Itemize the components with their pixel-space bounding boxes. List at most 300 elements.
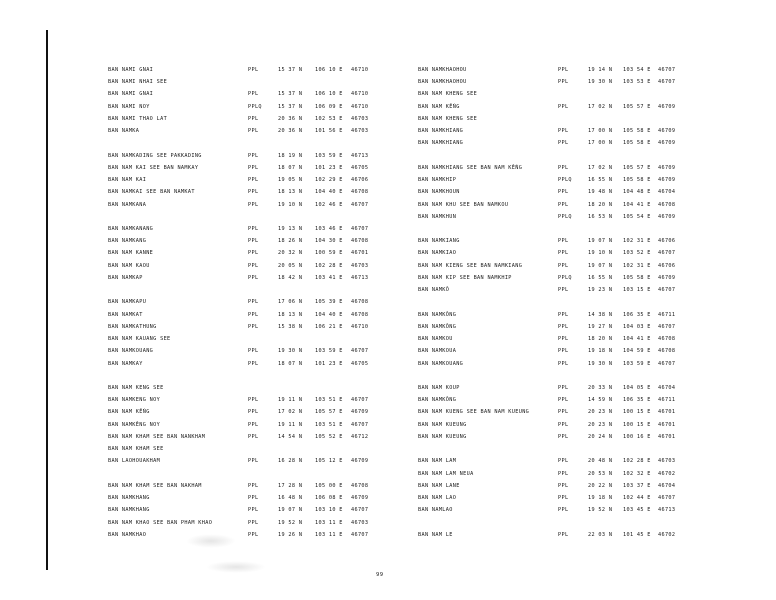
entry-name: BAN NAM KENG SEE <box>108 384 164 391</box>
entry-map-code: 46708 <box>351 189 369 196</box>
entry-longitude: 101 56 E <box>315 128 343 135</box>
entry-feature-type: PPL <box>558 238 569 245</box>
entry-latitude: 17 02 N <box>588 103 613 110</box>
entry-latitude: 18 07 N <box>278 360 303 367</box>
entry-latitude: 17 02 N <box>278 409 303 416</box>
entry-longitude: 103 59 E <box>315 152 343 159</box>
entry-map-code: 46708 <box>351 299 369 306</box>
entry-longitude: 103 41 E <box>315 274 343 281</box>
entry-longitude: 105 39 E <box>315 299 343 306</box>
entry-map-code: 46709 <box>658 128 676 135</box>
entry-map-code: 46708 <box>658 348 676 355</box>
entry-latitude: 22 03 N <box>588 531 613 538</box>
entry-map-code: 46710 <box>351 67 369 73</box>
entry-name: BAN NAM KUENG SEE BAN NAM KUEUNG <box>418 409 530 416</box>
entry-latitude: 16 28 N <box>278 458 303 465</box>
entry-map-code: 46707 <box>351 348 369 355</box>
entry-name: BAN NAMKHANG <box>108 495 150 502</box>
entry-longitude: 105 58 E <box>623 177 651 184</box>
entry-longitude: 103 46 E <box>315 225 343 232</box>
entry-name: BAN NAMKHOUN <box>418 189 460 196</box>
entry-longitude: 105 54 E <box>623 213 651 220</box>
entry-name: BAN NAMKHIANG <box>418 128 464 135</box>
entry-feature-type: PPL <box>558 287 569 294</box>
entry-map-code: 46710 <box>351 91 369 98</box>
entry-feature-type: PPL <box>558 348 569 355</box>
entry-longitude: 106 10 E <box>315 67 343 73</box>
entry-feature-type: PPL <box>558 409 569 416</box>
entry-longitude: 101 23 E <box>315 360 343 367</box>
entry-longitude: 104 30 E <box>315 238 343 245</box>
entry-longitude: 104 05 E <box>623 384 651 391</box>
entry-latitude: 15 37 N <box>278 103 303 110</box>
entry-map-code: 46713 <box>658 507 676 514</box>
entry-name: BAN NAMKANA <box>108 201 147 208</box>
entry-longitude: 102 31 E <box>623 238 651 245</box>
entry-name: BAN NAM LAO <box>418 495 457 502</box>
entry-longitude: 106 09 E <box>315 103 343 110</box>
entry-latitude: 20 36 N <box>278 115 303 122</box>
entry-longitude: 105 52 E <box>315 433 343 440</box>
entry-name: BAN NAMKHANG <box>108 507 150 514</box>
entry-latitude: 15 37 N <box>278 67 303 73</box>
entry-name: BAN NAMLAO <box>418 507 453 514</box>
entry-map-code: 46706 <box>351 177 369 184</box>
entry-latitude: 19 30 N <box>278 348 303 355</box>
entry-longitude: 105 12 E <box>315 458 343 465</box>
entry-longitude: 105 57 E <box>623 103 651 110</box>
entry-map-code: 46703 <box>351 128 369 135</box>
entry-longitude: 103 59 E <box>623 360 651 367</box>
entry-feature-type: PPL <box>558 140 569 147</box>
entry-longitude: 103 15 E <box>623 287 651 294</box>
entry-map-code: 46709 <box>658 164 676 171</box>
entry-latitude: 20 23 N <box>588 409 613 416</box>
entry-map-code: 46708 <box>351 311 369 318</box>
entry-map-code: 46709 <box>351 458 369 465</box>
entry-feature-type: PPL <box>558 336 569 343</box>
entry-map-code: 46709 <box>658 103 676 110</box>
entry-latitude: 19 10 N <box>278 201 303 208</box>
entry-map-code: 46711 <box>658 397 676 404</box>
entry-longitude: 100 16 E <box>623 433 651 440</box>
entry-longitude: 102 29 E <box>315 177 343 184</box>
entry-name: BAN NAM KẾNG <box>108 409 150 416</box>
entry-feature-type: PPL <box>558 250 569 257</box>
entry-feature-type: PPL <box>558 384 569 391</box>
entry-feature-type: PPL <box>558 458 569 465</box>
entry-latitude: 17 02 N <box>588 164 613 171</box>
entry-longitude: 104 40 E <box>315 311 343 318</box>
entry-map-code: 46701 <box>658 421 676 428</box>
entry-name: BAN NAM KHAM SEE BAN NAKHAM <box>108 482 202 489</box>
entry-name: BAN NAM LE <box>418 531 453 538</box>
entry-name: BAN NAMKÊNG NOY <box>108 421 161 428</box>
entry-feature-type: PPL <box>248 495 259 502</box>
entry-name: BAN NAMKA <box>108 128 140 135</box>
entry-latitude: 17 00 N <box>588 128 613 135</box>
entry-map-code: 46701 <box>351 250 369 257</box>
entry-feature-type: PPL <box>248 409 259 416</box>
entry-latitude: 19 05 N <box>278 177 303 184</box>
entry-map-code: 46707 <box>658 67 676 73</box>
entry-map-code: 46710 <box>351 103 369 110</box>
entry-longitude: 102 28 E <box>623 458 651 465</box>
entry-feature-type: PPLQ <box>558 274 572 281</box>
entry-feature-type: PPL <box>248 250 259 257</box>
entry-latitude: 14 38 N <box>588 311 613 318</box>
entry-map-code: 46713 <box>351 274 369 281</box>
entry-map-code: 46707 <box>351 225 369 232</box>
entry-longitude: 103 51 E <box>315 397 343 404</box>
entry-map-code: 46709 <box>351 495 369 502</box>
entry-longitude: 104 40 E <box>315 189 343 196</box>
entry-feature-type: PPL <box>248 115 259 122</box>
entry-longitude: 104 41 E <box>623 336 651 343</box>
entry-map-code: 46706 <box>658 262 676 269</box>
entry-name: BAN NAMKOU <box>418 336 453 343</box>
entry-name: BAN NAM KAUANG SEE <box>108 336 171 343</box>
entry-map-code: 46707 <box>351 397 369 404</box>
entry-map-code: 46707 <box>351 507 369 514</box>
entry-latitude: 19 26 N <box>278 531 303 538</box>
entry-feature-type: PPL <box>248 91 259 98</box>
entry-longitude: 100 15 E <box>623 421 651 428</box>
entry-map-code: 46702 <box>658 531 676 538</box>
entry-name: BAN NAMKAI SEE BAN NAMKAT <box>108 189 195 196</box>
entry-map-code: 46701 <box>658 409 676 416</box>
entry-map-code: 46707 <box>658 79 676 86</box>
entry-longitude: 106 10 E <box>315 91 343 98</box>
entry-feature-type: PPL <box>248 519 259 526</box>
entry-latitude: 20 32 N <box>278 250 303 257</box>
entry-longitude: 103 52 E <box>623 250 651 257</box>
entry-name: BAN NAMKHAOHOU <box>418 79 467 86</box>
entry-map-code: 46707 <box>658 250 676 257</box>
entry-latitude: 19 11 N <box>278 397 303 404</box>
entry-name: BAN NAM KUEUNG <box>418 421 467 428</box>
entry-map-code: 46707 <box>658 287 676 294</box>
entry-map-code: 46708 <box>658 201 676 208</box>
entry-feature-type: PPL <box>558 128 569 135</box>
entry-map-code: 46708 <box>351 482 369 489</box>
entry-longitude: 105 58 E <box>623 274 651 281</box>
entry-name: BAN NAM KAI SEE BAN NAMKAY <box>108 164 199 171</box>
entry-longitude: 104 41 E <box>623 201 651 208</box>
entry-latitude: 18 07 N <box>278 164 303 171</box>
entry-name: BAN NAMKOUANG <box>108 348 154 355</box>
entry-latitude: 16 53 N <box>588 213 613 220</box>
entry-latitude: 19 07 N <box>588 262 613 269</box>
entry-feature-type: PPL <box>558 421 569 428</box>
entry-name: BAN NAMKIANG <box>418 238 460 245</box>
entry-name: BAN NAM KẾNG <box>418 103 460 110</box>
entry-longitude: 102 31 E <box>623 262 651 269</box>
entry-name: BAN NAMKOUA <box>418 348 457 355</box>
entry-name: BAN NAMKADING SEE PAKKADING <box>108 152 202 159</box>
entry-name: BAN NAM KAI <box>108 177 147 184</box>
entry-name: BAN NAM KHAO SEE BAN PHAM KHAO <box>108 519 213 526</box>
entry-feature-type: PPL <box>248 225 259 232</box>
entry-name: BAN NAMKHUN <box>418 213 457 220</box>
entry-latitude: 19 27 N <box>588 323 613 330</box>
entry-feature-type: PPL <box>248 164 259 171</box>
entry-latitude: 15 38 N <box>278 323 303 330</box>
entry-map-code: 46709 <box>351 409 369 416</box>
entry-feature-type: PPL <box>558 189 569 196</box>
entry-longitude: 104 59 E <box>623 348 651 355</box>
entry-map-code: 46704 <box>658 384 676 391</box>
entry-feature-type: PPL <box>558 79 569 86</box>
entry-feature-type: PPL <box>248 360 259 367</box>
entry-longitude: 106 21 E <box>315 323 343 330</box>
entry-name: BAN NAM KHAM SEE BAN NANKHAM <box>108 433 206 440</box>
entry-feature-type: PPL <box>558 397 569 404</box>
entry-latitude: 18 42 N <box>278 274 303 281</box>
entry-latitude: 20 48 N <box>588 458 613 465</box>
entry-latitude: 19 23 N <box>588 287 613 294</box>
entry-latitude: 19 07 N <box>588 238 613 245</box>
entry-name: BAN NAM KHENG SEE <box>418 115 478 122</box>
entry-latitude: 18 20 N <box>588 201 613 208</box>
entry-longitude: 104 03 E <box>623 323 651 330</box>
entry-name: BAN NAM KHAM SEE <box>108 446 164 453</box>
entry-longitude: 103 11 E <box>315 519 343 526</box>
entry-map-code: 46709 <box>658 177 676 184</box>
entry-latitude: 19 18 N <box>588 348 613 355</box>
entry-name: BAN NAMKENG NOY <box>108 397 161 404</box>
entry-name: BAN NAMKANG <box>108 238 147 245</box>
entry-latitude: 20 05 N <box>278 262 303 269</box>
entry-latitude: 20 22 N <box>588 482 613 489</box>
entry-feature-type: PPL <box>248 348 259 355</box>
entry-map-code: 46706 <box>658 238 676 245</box>
entry-latitude: 15 37 N <box>278 91 303 98</box>
entry-longitude: 103 45 E <box>623 507 651 514</box>
entry-longitude: 102 32 E <box>623 470 651 477</box>
entry-map-code: 46703 <box>351 115 369 122</box>
entry-name: BAN NAM KHU SEE BAN NAMKOU <box>418 201 509 208</box>
entry-feature-type: PPL <box>248 397 259 404</box>
entry-latitude: 18 19 N <box>278 152 303 159</box>
entry-name: BAN NAM KANNE <box>108 250 154 257</box>
entry-name: BAN NAMKÔ <box>418 287 450 294</box>
entry-name: BAN NAMI NHAI SEE <box>108 79 168 86</box>
entry-latitude: 20 53 N <box>588 470 613 477</box>
entry-feature-type: PPL <box>248 128 259 135</box>
entry-name: BAN NAM LAM NEUA <box>418 470 474 477</box>
entry-name: BAN NAM KAOU <box>108 262 150 269</box>
entry-map-code: 46710 <box>351 323 369 330</box>
page-margin-rule <box>46 30 48 570</box>
entry-feature-type: PPLQ <box>558 213 572 220</box>
entry-name: BAN NAMKHAO <box>108 531 147 538</box>
entry-map-code: 46705 <box>351 360 369 367</box>
entry-map-code: 46705 <box>351 164 369 171</box>
entry-map-code: 46711 <box>658 311 676 318</box>
entry-name: BAN NAMI NOY <box>108 103 150 110</box>
entry-name: BAN NAMKAY <box>108 360 143 367</box>
entry-longitude: 106 08 E <box>315 495 343 502</box>
entry-map-code: 46702 <box>658 470 676 477</box>
entry-map-code: 46703 <box>351 519 369 526</box>
entry-feature-type: PPL <box>248 201 259 208</box>
entry-name: BAN NAMI THAO LAT <box>108 115 168 122</box>
entry-latitude: 20 36 N <box>278 128 303 135</box>
entry-name: BAN NAMKOUANG <box>418 360 464 367</box>
entry-longitude: 103 11 E <box>315 531 343 538</box>
entry-name: BAN NAM KIP SEE BAN NAMKHIP <box>418 274 512 281</box>
entry-feature-type: PPL <box>558 262 569 269</box>
entry-longitude: 103 51 E <box>315 421 343 428</box>
entry-feature-type: PPL <box>248 311 259 318</box>
entry-latitude: 14 54 N <box>278 433 303 440</box>
entry-longitude: 102 46 E <box>315 201 343 208</box>
entry-latitude: 14 59 N <box>588 397 613 404</box>
entry-name: BAN NAMKÔNG <box>418 311 457 318</box>
entry-latitude: 19 13 N <box>278 225 303 232</box>
entry-latitude: 18 26 N <box>278 238 303 245</box>
entry-longitude: 102 44 E <box>623 495 651 502</box>
entry-feature-type: PPL <box>248 189 259 196</box>
entry-latitude: 18 20 N <box>588 336 613 343</box>
entry-feature-type: PPL <box>558 433 569 440</box>
entry-latitude: 19 10 N <box>588 250 613 257</box>
entry-feature-type: PPL <box>558 507 569 514</box>
entry-longitude: 103 37 E <box>623 482 651 489</box>
entry-map-code: 46701 <box>658 433 676 440</box>
entry-name: BAN NAMI GNAI <box>108 67 154 73</box>
entry-latitude: 19 52 N <box>278 519 303 526</box>
entry-map-code: 46704 <box>658 189 676 196</box>
entry-latitude: 20 24 N <box>588 433 613 440</box>
scan-smudge <box>206 561 266 573</box>
entry-map-code: 46707 <box>658 495 676 502</box>
entry-latitude: 16 48 N <box>278 495 303 502</box>
entry-feature-type: PPL <box>248 507 259 514</box>
entry-latitude: 19 07 N <box>278 507 303 514</box>
entry-longitude: 103 54 E <box>623 67 651 73</box>
entry-longitude: 102 28 E <box>315 262 343 269</box>
entry-longitude: 100 59 E <box>315 250 343 257</box>
entry-feature-type: PPL <box>558 164 569 171</box>
entry-longitude: 102 53 E <box>315 115 343 122</box>
entry-longitude: 105 58 E <box>623 140 651 147</box>
entry-map-code: 46712 <box>351 433 369 440</box>
entry-map-code: 46703 <box>351 262 369 269</box>
entry-map-code: 46707 <box>658 360 676 367</box>
entry-name: BAN NAM LAM <box>418 458 457 465</box>
entry-name: BAN NAM KIENG SEE BAN NAMKIANG <box>418 262 523 269</box>
entry-map-code: 46707 <box>658 323 676 330</box>
entry-map-code: 46707 <box>351 531 369 538</box>
entry-latitude: 18 13 N <box>278 189 303 196</box>
entry-feature-type: PPL <box>558 360 569 367</box>
entry-longitude: 103 53 E <box>623 79 651 86</box>
entry-feature-type: PPL <box>248 238 259 245</box>
entry-name: BAN NAMKANANG <box>108 225 154 232</box>
entry-feature-type: PPL <box>248 421 259 428</box>
entry-feature-type: PPL <box>248 67 259 73</box>
entry-latitude: 20 23 N <box>588 421 613 428</box>
entry-feature-type: PPL <box>558 323 569 330</box>
entry-name: BAN NAMKAP <box>108 274 143 281</box>
entry-latitude: 16 55 N <box>588 177 613 184</box>
entry-name: BAN NAMKHIANG <box>418 140 464 147</box>
entry-latitude: 19 30 N <box>588 360 613 367</box>
entry-map-code: 46704 <box>658 482 676 489</box>
entry-map-code: 46707 <box>351 421 369 428</box>
entry-latitude: 19 30 N <box>588 79 613 86</box>
entry-map-code: 46703 <box>658 458 676 465</box>
entry-feature-type: PPL <box>248 531 259 538</box>
entry-feature-type: PPL <box>558 67 569 73</box>
entry-map-code: 46709 <box>658 213 676 220</box>
entry-latitude: 17 06 N <box>278 299 303 306</box>
entry-map-code: 46708 <box>351 238 369 245</box>
entry-latitude: 19 14 N <box>588 67 613 73</box>
entry-name: BAN NAM KHENG SEE <box>418 91 478 98</box>
entry-latitude: 20 33 N <box>588 384 613 391</box>
entry-map-code: 46707 <box>351 201 369 208</box>
entry-longitude: 103 59 E <box>315 348 343 355</box>
entry-name: BAN NAMKIAO <box>418 250 457 257</box>
entry-name: BAN NAMKÔNG <box>418 323 457 330</box>
entry-longitude: 105 57 E <box>315 409 343 416</box>
entry-feature-type: PPL <box>248 323 259 330</box>
entry-longitude: 104 48 E <box>623 189 651 196</box>
entry-longitude: 105 57 E <box>623 164 651 171</box>
entry-feature-type: PPL <box>248 458 259 465</box>
entry-feature-type: PPL <box>248 299 259 306</box>
entry-longitude: 105 00 E <box>315 482 343 489</box>
entry-feature-type: PPL <box>248 433 259 440</box>
entry-longitude: 100 15 E <box>623 409 651 416</box>
entry-name: BAN NAMKAT <box>108 311 143 318</box>
entry-longitude: 101 23 E <box>315 164 343 171</box>
entry-feature-type: PPL <box>248 177 259 184</box>
entry-name: BAN NAMKAPU <box>108 299 147 306</box>
entry-feature-type: PPLQ <box>558 177 572 184</box>
entry-feature-type: PPL <box>558 531 569 538</box>
entry-feature-type: PPL <box>558 482 569 489</box>
entry-name: BAN NAMKATHUNG <box>108 323 157 330</box>
entry-map-code: 46709 <box>658 274 676 281</box>
entry-name: BAN NAMKHAOHOU <box>418 67 467 73</box>
entry-map-code: 46708 <box>658 336 676 343</box>
entry-feature-type: PPL <box>558 201 569 208</box>
entry-feature-type: PPL <box>558 495 569 502</box>
entry-latitude: 17 28 N <box>278 482 303 489</box>
entry-longitude: 103 10 E <box>315 507 343 514</box>
entry-latitude: 16 55 N <box>588 274 613 281</box>
entry-name: BAN NAMKHIANG SEE BAN NAM KẾNG <box>418 164 523 171</box>
entry-name: BAN LAOHOUAKHAM <box>108 458 161 465</box>
entry-latitude: 19 11 N <box>278 421 303 428</box>
entry-feature-type: PPL <box>248 262 259 269</box>
entry-name: BAN NAM LANE <box>418 482 460 489</box>
entry-latitude: 17 00 N <box>588 140 613 147</box>
entry-feature-type: PPL <box>558 103 569 110</box>
entry-feature-type: PPL <box>248 152 259 159</box>
entry-feature-type: PPL <box>248 274 259 281</box>
entry-name: BAN NAM KOUP <box>418 384 460 391</box>
entry-feature-type: PPL <box>558 470 569 477</box>
entry-latitude: 19 52 N <box>588 507 613 514</box>
entry-name: BAN NAM KUEUNG <box>418 433 467 440</box>
entry-map-code: 46713 <box>351 152 369 159</box>
entry-feature-type: PPL <box>558 311 569 318</box>
